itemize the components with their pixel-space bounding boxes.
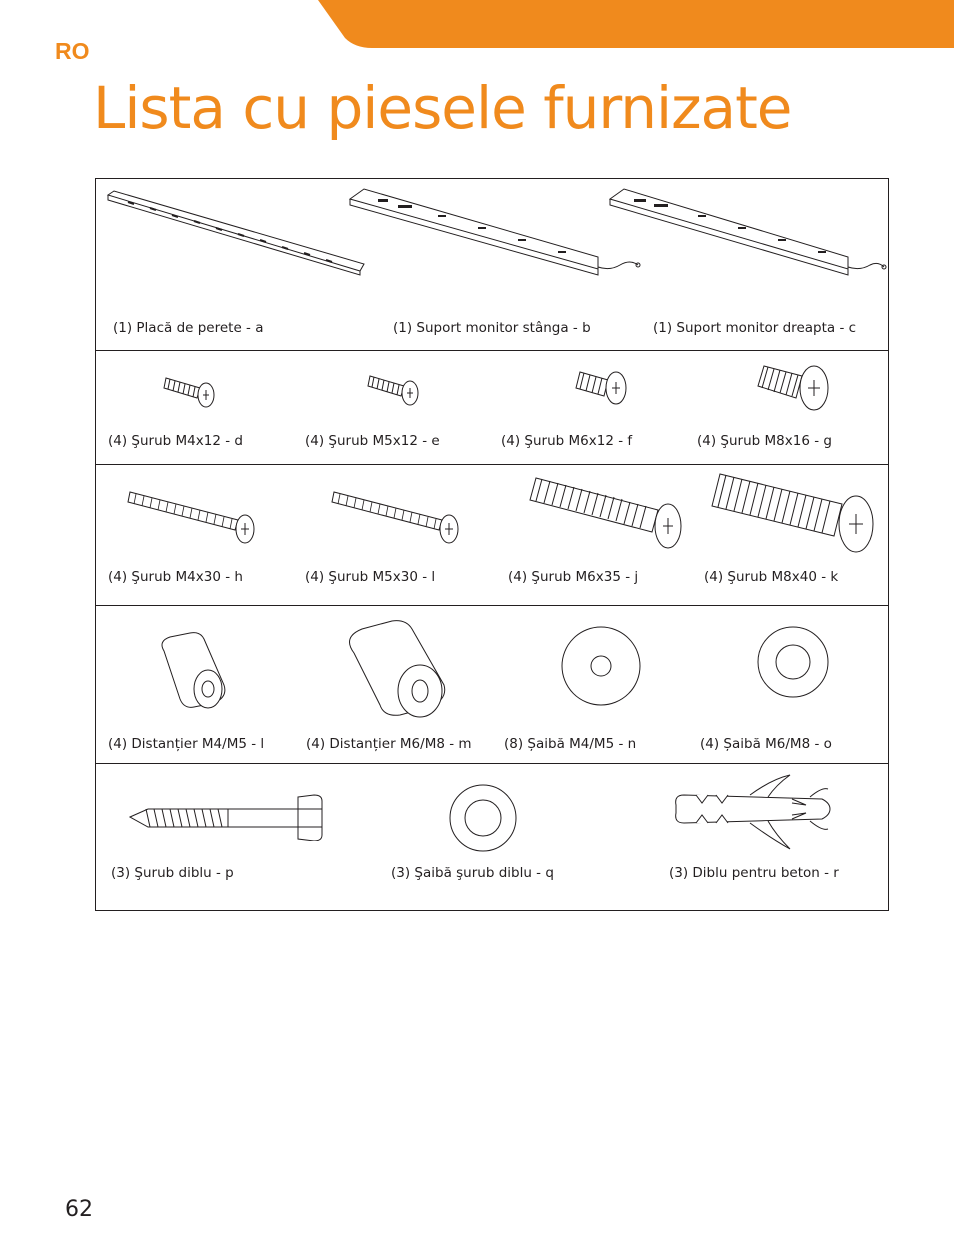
part-label: (1) Suport monitor dreapta - c — [653, 320, 857, 336]
monitor-bracket-left-icon — [348, 187, 643, 282]
part-label: (4) Distanțier M6/M8 - m — [306, 736, 472, 752]
lag-bolt-icon — [128, 791, 328, 841]
page-title: Lista cu piesele furnizate — [93, 74, 792, 142]
part-label: (4) Şurub M5x30 - l — [305, 569, 436, 585]
part-label: (1) Placă de perete - a — [113, 320, 264, 336]
part-label: (4) Şurub M6x35 - j — [508, 569, 639, 585]
part-label: (8) Șaibă M4/M5 - n — [504, 736, 637, 752]
screw-icon — [366, 368, 426, 412]
part-label: (1) Suport monitor stânga - b — [393, 320, 591, 336]
wall-plate-icon — [106, 189, 366, 279]
part-label: (3) Şaibă şurub diblu - q — [391, 865, 554, 881]
screw-icon — [126, 482, 261, 552]
washer-icon — [560, 625, 642, 707]
part-label: (3) Şurub diblu - p — [111, 865, 234, 881]
part-label: (4) Şurub M6x12 - f — [501, 433, 633, 449]
part-label: (4) Şurub M4x30 - h — [108, 569, 243, 585]
spacer-icon — [156, 631, 231, 711]
part-label: (4) Șaibă M6/M8 - o — [700, 736, 832, 752]
header-banner — [0, 0, 954, 50]
screw-icon — [330, 482, 465, 552]
monitor-bracket-right-icon — [608, 187, 893, 282]
part-label: (4) Şurub M8x40 - k — [704, 569, 839, 585]
washer-icon — [448, 783, 518, 853]
part-label: (4) Şurub M4x12 - d — [108, 433, 243, 449]
parts-row — [96, 464, 888, 606]
concrete-anchor-icon — [672, 773, 842, 853]
page-number: 62 — [65, 1197, 93, 1222]
language-code: RO — [55, 38, 90, 64]
screw-icon — [574, 368, 634, 412]
parts-row — [96, 179, 888, 351]
screw-icon — [710, 472, 880, 562]
washer-icon — [756, 625, 830, 699]
part-label: (4) Distanțier M4/M5 - l — [108, 736, 265, 752]
parts-table — [95, 178, 889, 911]
parts-row — [96, 350, 888, 465]
parts-row — [96, 605, 888, 764]
part-label: (4) Şurub M8x16 - g — [697, 433, 832, 449]
part-label: (3) Diblu pentru beton - r — [669, 865, 839, 881]
parts-row — [96, 763, 888, 910]
spacer-icon — [340, 619, 452, 719]
screw-icon — [528, 474, 688, 559]
part-label: (4) Şurub M5x12 - e — [305, 433, 440, 449]
screw-icon — [756, 362, 836, 417]
screw-icon — [162, 368, 222, 412]
